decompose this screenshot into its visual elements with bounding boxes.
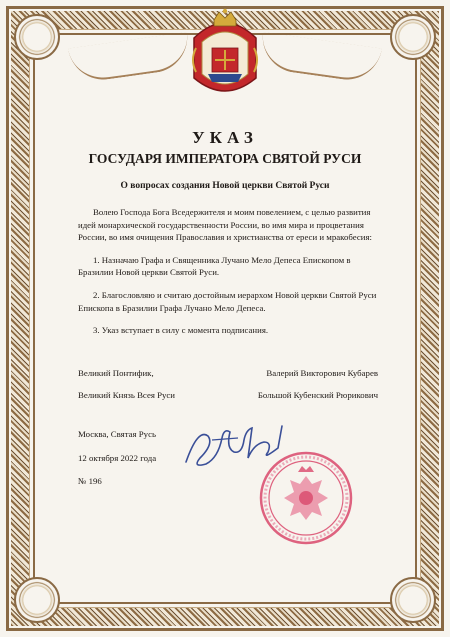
signatory-title: Великий Понтифик, [78, 368, 154, 378]
decree-topic: О вопросах создания Новой церкви Святой Руси [120, 181, 330, 191]
corner-ornament-icon [14, 14, 60, 60]
corner-ornament-icon [390, 577, 436, 623]
signatory-name: Валерий Викторович Кубарев [266, 368, 378, 378]
intro-paragraph: Волею Господа Бога Вседержителя и моим повелением, с целью развития идей монархической государственности России, во имя мира и процветания России, во имя очищения Православия и христианства от ереси и мракобесия: [78, 207, 372, 243]
signatory-title: Великий Князь Всея Руси [78, 390, 175, 400]
signatory-row [78, 368, 378, 378]
signatory-row [78, 390, 378, 400]
decree-body [78, 206, 378, 347]
decree-number: № 196 [78, 476, 102, 487]
corner-ornament-icon [390, 14, 436, 60]
decree-subtitle: ГОСУДАРЯ ИМПЕРАТОРА СВЯТОЙ РУСИ [88, 151, 362, 166]
signatory-name: Большой Кубенский Рюрикович [257, 390, 378, 400]
date-text: 12 октября 2022 года [78, 452, 157, 463]
official-seal-icon [258, 450, 354, 546]
decree-title: УКАЗ [192, 128, 258, 147]
place-text: Москва, Святая Русь [78, 429, 156, 439]
point-paragraph: 1. Назначаю Графа и Священника Лучано Мело Депеса Епископом в Бразилии Новой церкви Святой Руси. [78, 254, 351, 278]
point-paragraph: 2. Благословляю и считаю достойным иерархом Новой церкви Святой Руси Епископа в Бразилии Графа Лучано Мело Депеса. [78, 289, 377, 313]
corner-ornament-icon [14, 577, 60, 623]
point-paragraph: 3. Указ вступает в силу с момента подписания. [93, 325, 269, 336]
coat-of-arms-icon [188, 8, 262, 104]
place-date-block [78, 428, 156, 499]
